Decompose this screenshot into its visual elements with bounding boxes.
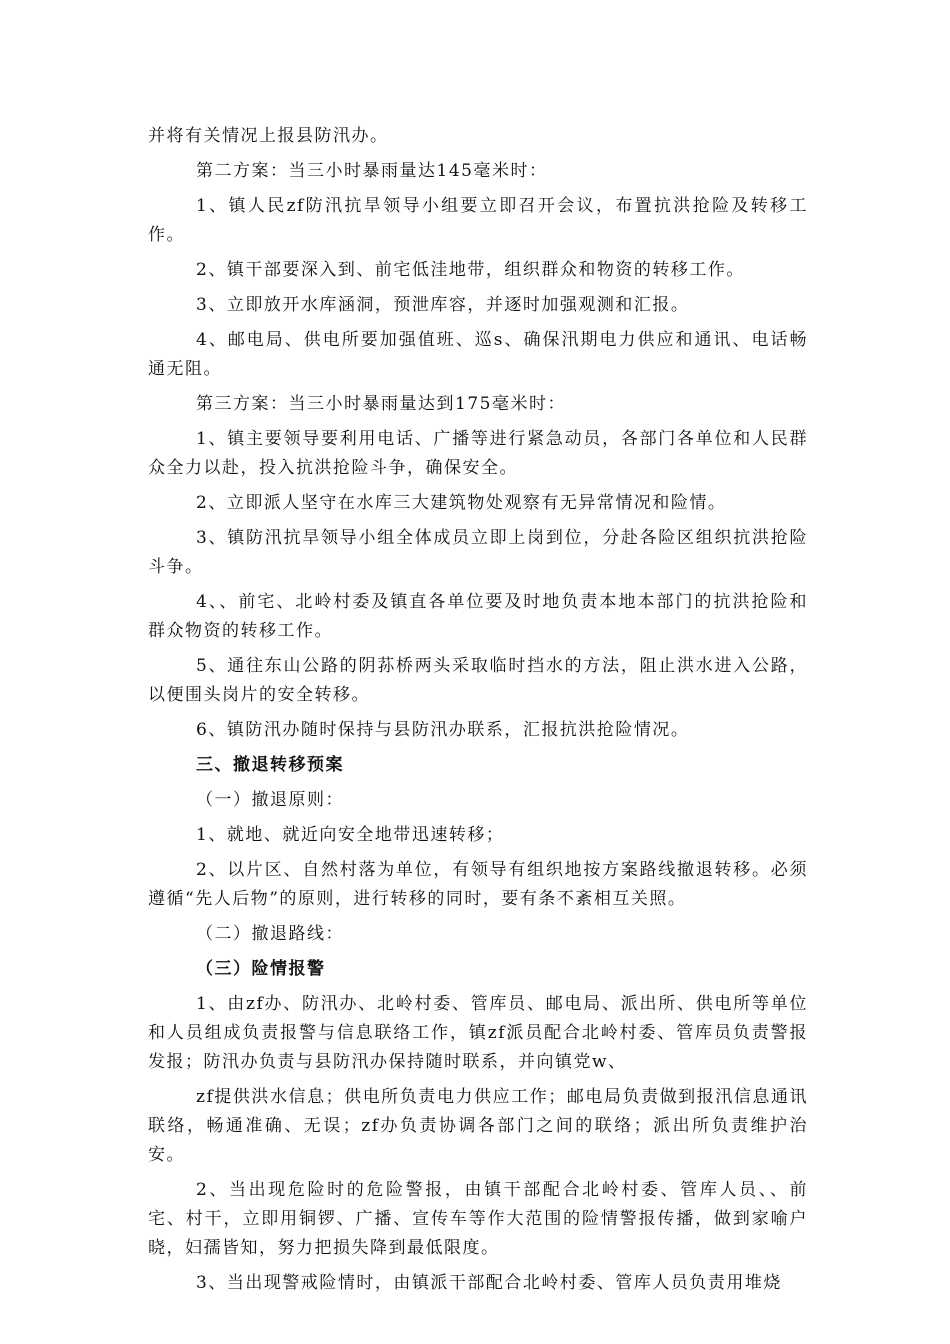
paragraph: 2、以片区、自然村落为单位，有领导有组织地按方案路线撤退转移。必须遵循“先人后物”的原则，进行转移的同时，要有条不紊相互关照。 [148,860,808,909]
paragraph: 3、当出现警戒险情时，由镇派干部配合北岭村委、管库人员负责用堆烧 [196,1273,782,1293]
paragraph: 5、通往东山公路的阴荪桥两头采取临时挡水的方法，阻止洪水进入公路，以便围头岗片的安全转移。 [148,656,808,705]
paragraph: 2、立即派人坚守在水库三大建筑物处观察有无异常情况和险情。 [196,493,727,513]
paragraph: 3、镇防汛抗旱领导小组全体成员立即上岗到位，分赴各险区组织抗洪抢险斗争。 [148,528,808,577]
paragraph: 1、由zf办、防汛办、北岭村委、管库员、邮电局、派出所、供电所等单位和人员组成负责报警与信息联络工作，镇zf派员配合北岭村委、管库员负责警报发报；防汛办负责与县防汛办保持随时联系，并向镇党w、 [148,994,808,1072]
plan-two-heading: 第二方案：当三小时暴雨量达145毫米时： [196,161,548,181]
paragraph: zf提供洪水信息；供电所负责电力供应工作；邮电局负责做到报汛信息通讯联络，畅通准确、无误；zf办负责协调各部门之间的联络；派出所负责维护治安。 [148,1087,808,1165]
paragraph: 1、镇主要领导要利用电话、广播等进行紧急动员，各部门各单位和人民群众全力以赴，投入抗洪抢险斗争，确保安全。 [148,429,808,478]
subsection-heading: （二）撤退路线： [196,924,344,944]
document-body [148,122,808,1304]
subsection-heading-alarm: （三）险情报警 [196,959,326,979]
subsection-heading: （一）撤退原则： [196,790,344,810]
paragraph: 1、就地、就近向安全地带迅速转移； [196,825,505,845]
paragraph: 2、当出现危险时的危险警报，由镇干部配合北岭村委、管库人员、、前宅、村干，立即用铜锣、广播、宣传车等作大范围的险情警报传播，做到家喻户晓，妇孺皆知，努力把损失降到最低限度。 [148,1180,808,1258]
paragraph: 3、立即放开水库涵洞，预泄库容，并逐时加强观测和汇报。 [196,295,690,315]
paragraph: 6、镇防汛办随时保持与县防汛办联系，汇报抗洪抢险情况。 [196,720,690,740]
paragraph: 1、镇人民zf防汛抗旱领导小组要立即召开会议，布置抗洪抢险及转移工作。 [148,196,808,245]
section-heading-evacuation: 三、撤退转移预案 [196,755,344,775]
plan-three-heading: 第三方案：当三小时暴雨量达到175毫米时： [196,394,566,414]
paragraph: 4、、前宅、北岭村委及镇直各单位要及时地负责本地本部门的抗洪抢险和群众物资的转移工作。 [148,592,808,641]
paragraph: 并将有关情况上报县防汛办。 [148,126,389,146]
paragraph: 4、邮电局、供电所要加强值班、巡s、确保汛期电力供应和通讯、电话畅通无阻。 [148,330,808,379]
paragraph: 2、镇干部要深入到、前宅低洼地带，组织群众和物资的转移工作。 [196,260,745,280]
